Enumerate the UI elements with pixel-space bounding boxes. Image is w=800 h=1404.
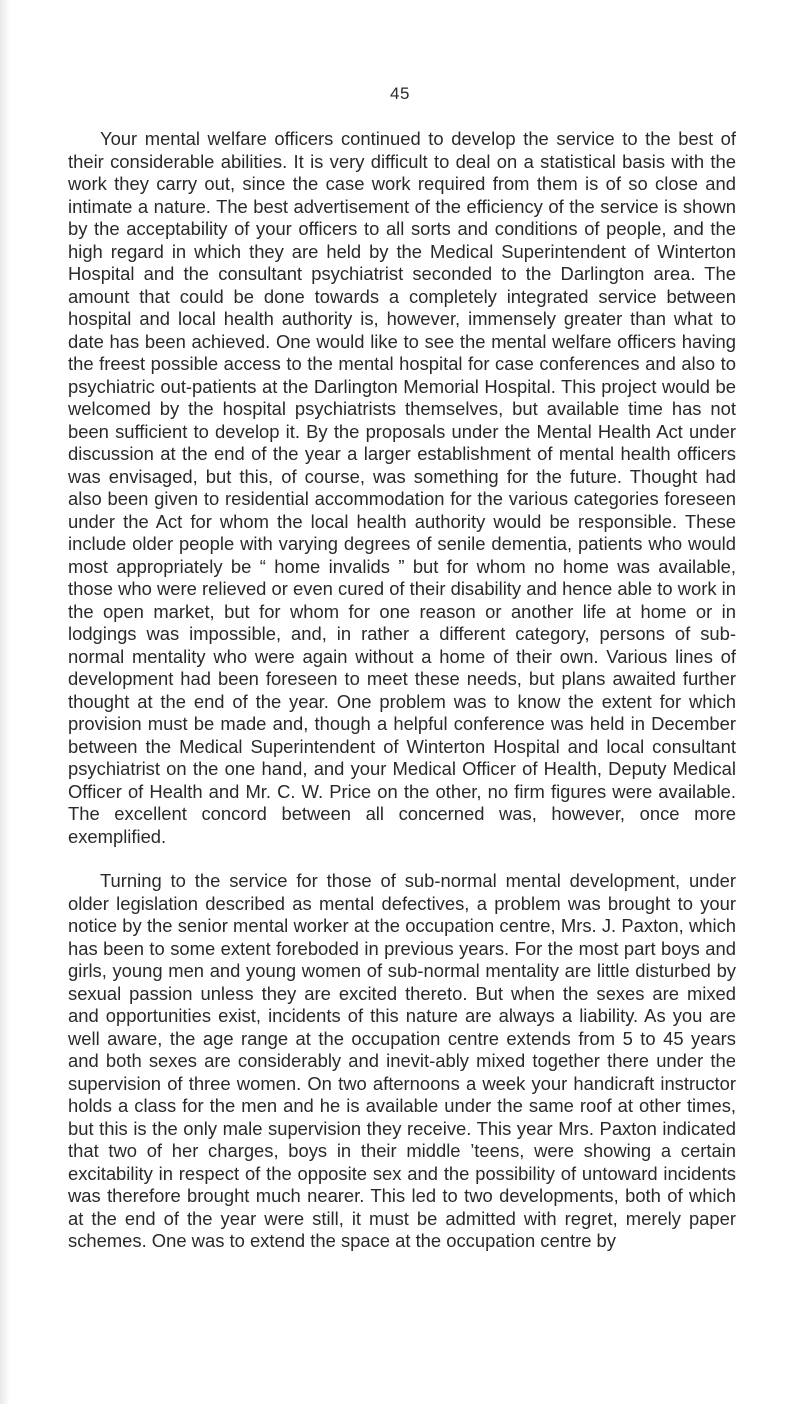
page-edge-shadow	[0, 0, 10, 1404]
page-number: 45	[390, 84, 410, 103]
body-text	[68, 128, 736, 1253]
paragraph-mental-welfare-officers: Your mental welfare officers continued to develop the service to the best of their considerable abilities. It is very difficult to deal on a statistical basis with the work they carry out, since the case work required from them is of so close and intimate a nature. The best advertisement of the efficiency of the service is shown by the acceptability of your officers to all sorts and conditions of people, and the high regard in which they are held by the Medical Superintendent of Winterton Hospital and the consultant psychiatrist seconded to the Darlington area. The amount that could be done towards a completely integrated service between hospital and local health authority is, however, immensely greater than what to date has been achieved. One would like to see the mental welfare officers having the freest possible access to the mental hospital for case conferences and also to psychiatric out-patients at the Darlington Memorial Hospital. This project would be welcomed by the hospital psychiatrists themselves, but available time has not been sufficient to develop it. By the proposals under the Mental Health Act under discussion at the end of the year a larger establishment of mental health officers was envisaged, but this, of course, was something for the future. Thought had also been given to residential accommodation for the various categories foreseen under the Act for whom the local health authority would be responsible. These include older people with varying degrees of senile dementia, patients who would most appropriately be “ home invalids ” but for whom no home was available, those who were relieved or even cured of their disability and hence able to work in the open market, but for whom for one reason or another life at home or in lodgings was impossible, and, in rather a different category, persons of sub-normal mentality who were again without a home of their own. Various lines of development had been foreseen to meet these needs, but plans awaited further thought at the end of the year. One problem was to know the extent for which provision must be made and, though a helpful conference was held in December between the Medical Superintendent of Winterton Hospital and local consultant psychiatrist on the one hand, and your Medical Officer of Health, Deputy Medical Officer of Health and Mr. C. W. Price on the other, no firm figures were available. The excellent concord between all concerned was, however, once more exemplified.	[68, 128, 736, 847]
paragraph-sub-normal-development: Turning to the service for those of sub-normal mental development, under older legislation described as mental defectives, a problem was brought to your notice by the senior mental worker at the occupation centre, Mrs. J. Paxton, which has been to some extent foreboded in previous years. For the most part boys and girls, young men and young women of sub-normal mentality are little disturbed by sexual passion unless they are excited thereto. But when the sexes are mixed and opportunities exist, incidents of this nature are always a liability. As you are well aware, the age range at the occupation centre extends from 5 to 45 years and both sexes are considerably and inevit-ably mixed together there under the supervision of three women. On two afternoons a week your handicraft instructor holds a class for the men and he is available under the same roof at other times, but this is the only male supervision they receive. This year Mrs. Paxton indicated that two of her charges, boys in their middle ’teens, were showing a certain excitability in respect of the opposite sex and the possibility of untoward incidents was therefore brought much nearer. This led to two developments, both of which at the end of the year were still, it must be admitted with regret, merely paper schemes. One was to extend the space at the occupation centre by	[68, 870, 736, 1251]
